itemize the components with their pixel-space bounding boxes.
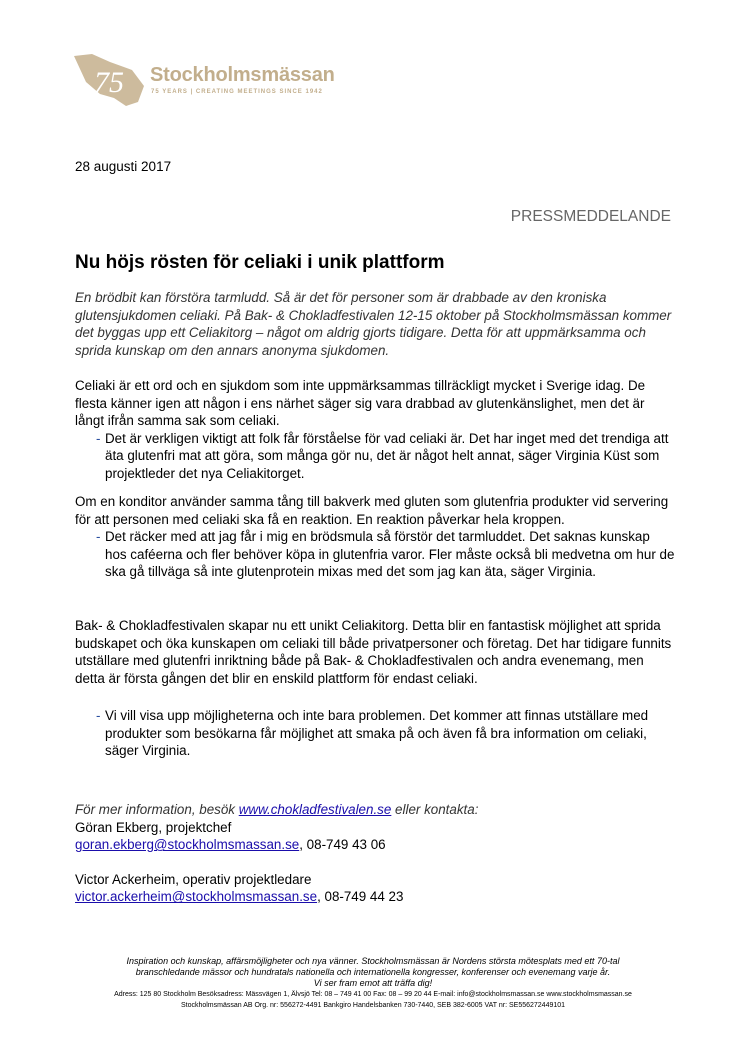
logo-mark-icon [70,52,150,108]
footer-address: Adress: 125 80 Stockholm Besöksadress: Mässvägen 1, Älvsjö Tel: 08 – 749 41 00 Fax: 08 – 99 20 44 E-mail: info@stockholmsmassan.se www.stockholmsmassan.se [114,991,632,998]
dash-bullet: - [96,529,101,545]
contact-phone: , 08-749 44 23 [317,889,404,905]
festival-link[interactable]: www.chokladfestivalen.se [238,802,392,817]
body-section-1 [75,377,675,483]
contact-intro-text: eller kontakta: [391,802,479,817]
brand-tagline: 75 YEARS | CREATING MEETINGS SINCE 1942 [151,89,323,95]
contact-section [75,801,675,906]
page-title: Nu höjs rösten för celiaki i unik plattform [75,252,445,273]
contact-phone: , 08-749 43 06 [299,837,386,853]
contact-intro [75,801,675,819]
lead-paragraph: En brödbit kan förstöra tarmludd. Så är det för personer som är drabbade av den kroniska glutensjukdomen celiaki. På Bak- & Chokladfestivalen 12-15 oktober på Stockholmsmässan kommer det byggas upp ett Celiakitorg – något om aldrig gjorts tidigare. Detta för att uppmärksamma och sprida kunskap om den annars anonyma sjukdomen. [75,290,672,358]
dash-bullet: - [96,708,101,723]
quote-text: Det räcker med att jag får i mig en brödsmula så förstör det tarmluddet. Det saknas kunskap hos caféerna och fler behöver köpa in glutenfria varor. Fler måste också bli medvetna om hur de ska gå tillväga så inte glutenprotein mixas med det som jag kan äta, säger Virginia. [105,529,675,580]
document-date: 28 augusti 2017 [75,159,172,174]
body-paragraph: Om en konditor använder samma tång till bakverk med gluten som glutenfria produkter vid servering för att personen med celiaki ska få en reaktion. En reaktion påverkar hela kroppen. [75,494,669,527]
contact-name: Göran Ekberg, projektchef [75,819,232,835]
quote-item [75,528,675,581]
dash-bullet: - [96,430,101,446]
quote-text: Vi vill visa upp möjligheterna och inte bara problemen. Det kommer att finnas utställare med produkter som besökarna får möjlighet att smaka på och även få bra information om celiaki, säger Virginia. [105,708,649,759]
document-type: PRESSMEDDELANDE [510,208,671,225]
quote-item [75,430,675,483]
body-section-2 [75,493,675,581]
footer-line: Inspiration och kunskap, affärsmöjligheter och nya vänner. Stockholmsmässan är Nordens största mötesplats med ett 70-tal [126,956,620,966]
body-section-3 [75,617,675,687]
contact-name: Victor Ackerheim, operativ projektledare [75,871,312,887]
quote-item [75,707,675,760]
body-paragraph: Celiaki är ett ord och en sjukdom som inte uppmärksammas tillräckligt mycket i Sverige idag. De flesta känner igen att någon i ens närhet säger sig vara drabbad av glutenkänslighet, men det är långt ifrån samma sak som celiaki. [75,378,646,429]
footer [40,956,706,1011]
footer-line: branschledande mässor och hundratals nationella och internationella kongresser, konferenser och evenemang varje år. [135,967,611,977]
quote-text: Det är verkligen viktigt att folk får förståelse för vad celiaki är. Det har inget med det trendiga att äta glutenfri mat att göra, som många gör nu, det är något helt annat, säger Virginia Küst som projektleder det nya Celiakitorget. [105,430,669,481]
contact-line [75,836,675,854]
svg-text:75: 75 [94,66,124,99]
email-link[interactable]: victor.ackerheim@stockholmsmassan.se [75,889,318,905]
body-section-4 [75,707,675,760]
footer-company: Stockholmsmässan AB Org. nr: 556272-4491 Bankgiro Handelsbanken 730-7440, SEB 382-6005 VAT nr: SE556272449101 [180,1002,566,1009]
contact-intro-text: För mer information, besök [75,802,239,817]
contact-line [75,888,675,906]
body-paragraph: Bak- & Chokladfestivalen skapar nu ett unikt Celiakitorg. Detta blir en fantastisk möjlighet att sprida budskapet och öka kunskapen om celiaki till både privatpersoner och företag. Det har tidigare funnits utställare med glutenfri inriktning både på Bak- & Chokladfestivalen och andra evenemang, men detta är första gången det blir en enskild plattform för endast celiaki. [75,618,672,686]
email-link[interactable]: goran.ekberg@stockholmsmassan.se [75,837,300,853]
footer-line: Vi ser fram emot att träffa dig! [313,978,433,988]
brand-name: Stockholmsmässan [150,64,335,86]
